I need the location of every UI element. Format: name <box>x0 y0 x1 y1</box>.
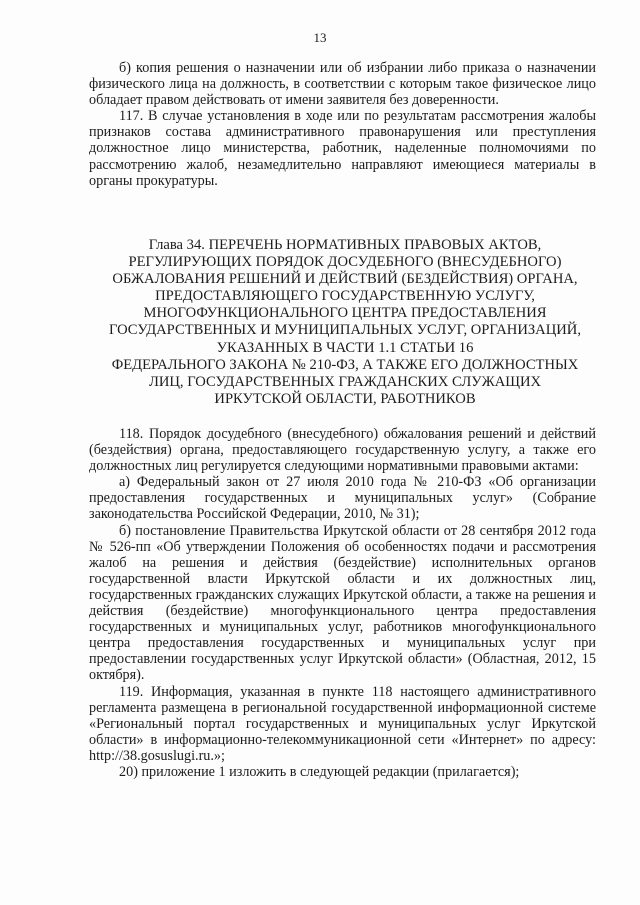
heading-line: УКАЗАННЫХ В ЧАСТИ 1.1 СТАТЬИ 16 <box>216 339 474 356</box>
heading-line: ФЕДЕРАЛЬНОГО ЗАКОНА № 210-ФЗ, А ТАКЖЕ ЕГО ДОЛЖНОСТНЫХ <box>111 356 579 373</box>
heading-line: Глава 34. ПЕРЕЧЕНЬ НОРМАТИВНЫХ ПРАВОВЫХ АКТОВ, <box>148 237 542 253</box>
paragraph-119: 119. Информация, указанная в пункте 118 настоящего административного регламента размещена в региональной государственной информационной системе «Региональный портал государственных и муниципальных услуг Иркутской области» в информационно-телекоммуникационной сети «Интернет» по адресу: http://38.gosuslugi.ru.»; <box>89 683 596 764</box>
heading-line: ПРЕДОСТАВЛЯЮЩЕГО ГОСУДАРСТВЕННУЮ УСЛУГУ, <box>155 288 535 305</box>
paragraph-118: 118. Порядок досудебного (внесудебного) обжалования решений и действий (бездействия) органа, предоставляющего государственную услугу, а также его должностных лиц регулируется следующими нормативными правовыми актами: <box>89 426 596 475</box>
chapter-34-heading <box>80 237 610 408</box>
paragraph-item-20: 20) приложение 1 изложить в следующей редакции (прилагается); <box>119 763 520 780</box>
paragraph-118-b: б) постановление Правительства Иркутской области от 28 сентября 2012 года № 526-пп «Об утверждении Положения об особенностях подачи и рассмотрения жалоб на решения и действия (бездействие) исполнительных органов государственной власти Иркутской области и их должностных лиц, государственных гражданских служащих Иркутской области, а также на решения и действия (бездействие) многофункционального центра предоставления государственных и муниципальных услуг, работников многофункционального центра предоставления государственных и муниципальных услуг при предоставлении государственных услуг Иркутской области» (Областная, 2012, 15 октября). <box>89 522 596 684</box>
paragraph-copy-decision: б) копия решения о назначении или об избрании либо приказа о назначении физического лица на должность, в соответствии с которым такое физическое лицо обладает правом действовать от имени заявителя без доверенности. <box>89 60 596 109</box>
heading-line: ОБЖАЛОВАНИЯ РЕШЕНИЙ И ДЕЙСТВИЙ (БЕЗДЕЙСТВИЯ) ОРГАНА, <box>112 271 578 288</box>
heading-line: РЕГУЛИРУЮЩИХ ПОРЯДОК ДОСУДЕБНОГО (ВНЕСУДЕБНОГО) <box>128 254 562 271</box>
heading-line: ЛИЦ, ГОСУДАРСТВЕННЫХ ГРАЖДАНСКИХ СЛУЖАЩИХ <box>148 373 542 390</box>
paragraph-117: 117. В случае установления в ходе или по результатам рассмотрения жалобы признаков состава административного правонарушения или преступления должностное лицо министерства, работник, наделенные полномочиями по рассмотрению жалоб, незамедлительно направляют имеющиеся материалы в органы прокуратуры. <box>89 108 596 189</box>
heading-line: МНОГОФУНКЦИОНАЛЬНОГО ЦЕНТРА ПРЕДОСТАВЛЕНИЯ <box>143 305 547 322</box>
paragraph-118-a: а) Федеральный закон от 27 июля 2010 года № 210-ФЗ «Об организации предоставления государственных и муниципальных услуг» (Собрание законодательства Российской Федерации, 2010, № 31); <box>89 474 596 523</box>
heading-line: ИРКУТСКОЙ ОБЛАСТИ, РАБОТНИКОВ <box>214 390 476 407</box>
page-number: 13 <box>313 30 327 45</box>
bottom-text-block <box>89 426 596 780</box>
top-text-block <box>89 60 596 189</box>
heading-line: ГОСУДАРСТВЕННЫХ И МУНИЦИПАЛЬНЫХ УСЛУГ, ОРГАНИЗАЦИЙ, <box>109 322 581 339</box>
